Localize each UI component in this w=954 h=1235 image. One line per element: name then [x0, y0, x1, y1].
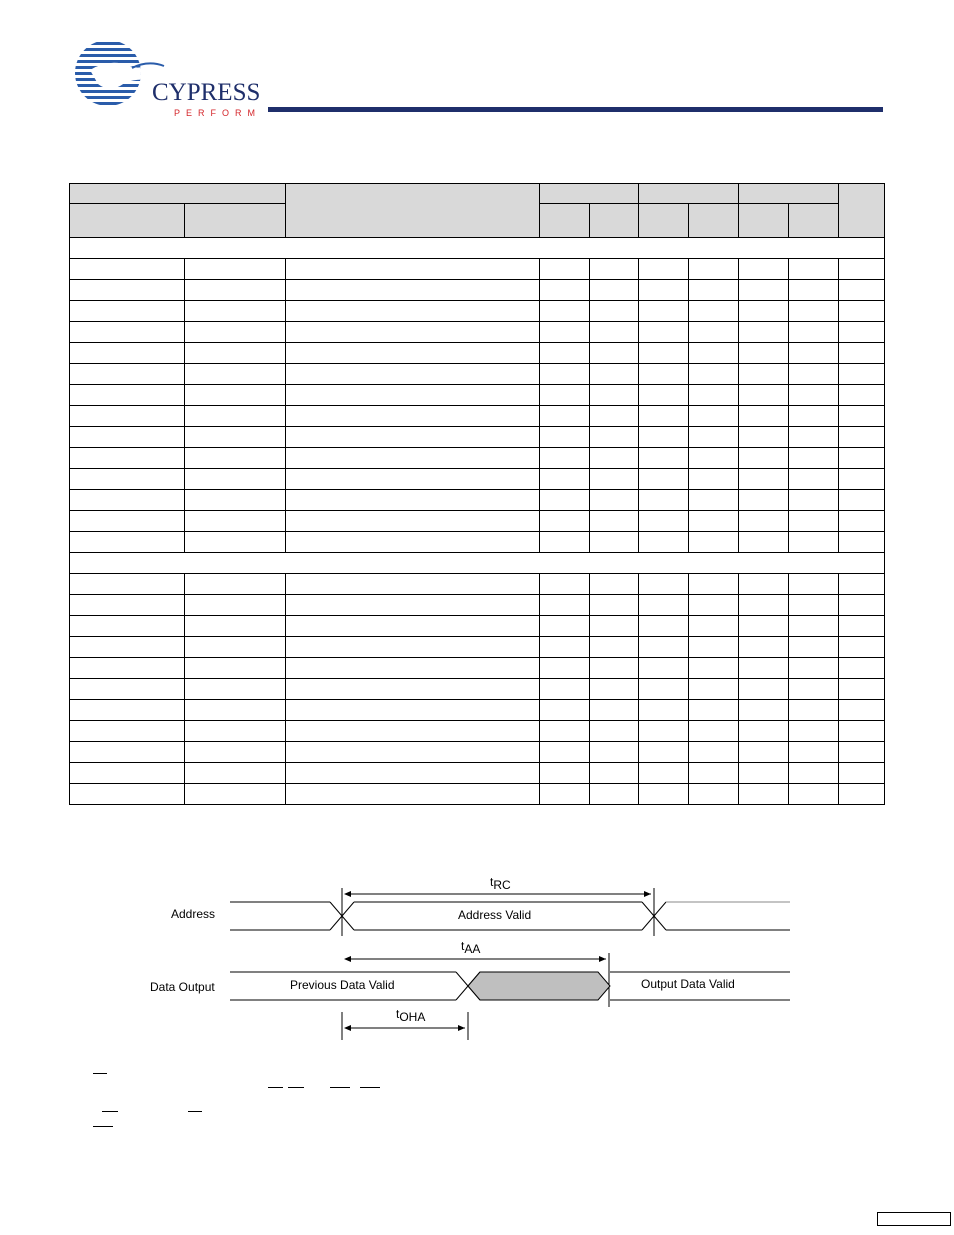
- data-output-signal-label: Data Output: [150, 980, 215, 994]
- max-header: [789, 204, 839, 238]
- table-row: [70, 616, 885, 637]
- read-cycle-timing-diagram: [140, 870, 800, 1050]
- min-header: [739, 204, 789, 238]
- table-row: [70, 490, 885, 511]
- overbar-mark: [93, 1126, 113, 1127]
- taa-label: tAA: [461, 939, 481, 956]
- data-transition-region: [468, 972, 610, 1000]
- overbar-mark: [188, 1111, 202, 1112]
- header-rule: [268, 107, 883, 112]
- table-row: [70, 301, 885, 322]
- table-row: [70, 259, 885, 280]
- overbar-mark: [330, 1087, 350, 1088]
- table-row: [70, 427, 885, 448]
- table-row: [70, 532, 885, 553]
- table-row: [70, 343, 885, 364]
- overbar-mark: [268, 1087, 283, 1088]
- speed-grade-header: [639, 184, 739, 204]
- table-row: [70, 280, 885, 301]
- max-header: [689, 204, 739, 238]
- overbar-mark: [93, 1073, 107, 1074]
- table-row: [70, 700, 885, 721]
- section-row: [70, 238, 885, 259]
- parameter-subheader: [185, 204, 286, 238]
- unit-header: [839, 184, 885, 238]
- diagram-notes: [90, 1068, 410, 1128]
- parameter-subheader: [70, 204, 185, 238]
- table-row: [70, 322, 885, 343]
- table-row: [70, 448, 885, 469]
- description-header: [286, 184, 540, 238]
- speed-grade-header: [540, 184, 639, 204]
- table-row: [70, 679, 885, 700]
- table-row: [70, 742, 885, 763]
- max-header: [590, 204, 639, 238]
- speed-grade-header: [739, 184, 839, 204]
- logo-wordmark: CYPRESS: [152, 79, 261, 106]
- overbar-mark: [288, 1087, 304, 1088]
- address-valid-label: Address Valid: [458, 908, 532, 922]
- table-row: [70, 595, 885, 616]
- logo-tagline: PERFORM: [174, 108, 261, 118]
- table-row: [70, 637, 885, 658]
- parameter-header: [70, 184, 286, 204]
- table-row: [70, 511, 885, 532]
- table-header-row: [70, 184, 885, 204]
- page-footer-box: [877, 1212, 951, 1226]
- min-header: [639, 204, 689, 238]
- section-row: [70, 553, 885, 574]
- overbar-mark: [102, 1111, 118, 1112]
- address-signal-label: Address: [171, 907, 216, 921]
- table-row: [70, 784, 885, 805]
- table-row: [70, 574, 885, 595]
- min-header: [540, 204, 590, 238]
- cypress-logo: [70, 40, 270, 120]
- overbar-mark: [360, 1087, 380, 1088]
- switching-characteristics-table: [69, 183, 885, 805]
- toha-label: tOHA: [396, 1007, 426, 1024]
- table-row: [70, 385, 885, 406]
- table-row: [70, 721, 885, 742]
- table-row: [70, 364, 885, 385]
- table-row: [70, 658, 885, 679]
- output-data-valid-label: Output Data Valid: [641, 977, 735, 991]
- table-row: [70, 763, 885, 784]
- previous-data-valid-label: Previous Data Valid: [290, 978, 395, 992]
- trc-label: tRC: [490, 875, 511, 892]
- table-row: [70, 406, 885, 427]
- table-row: [70, 469, 885, 490]
